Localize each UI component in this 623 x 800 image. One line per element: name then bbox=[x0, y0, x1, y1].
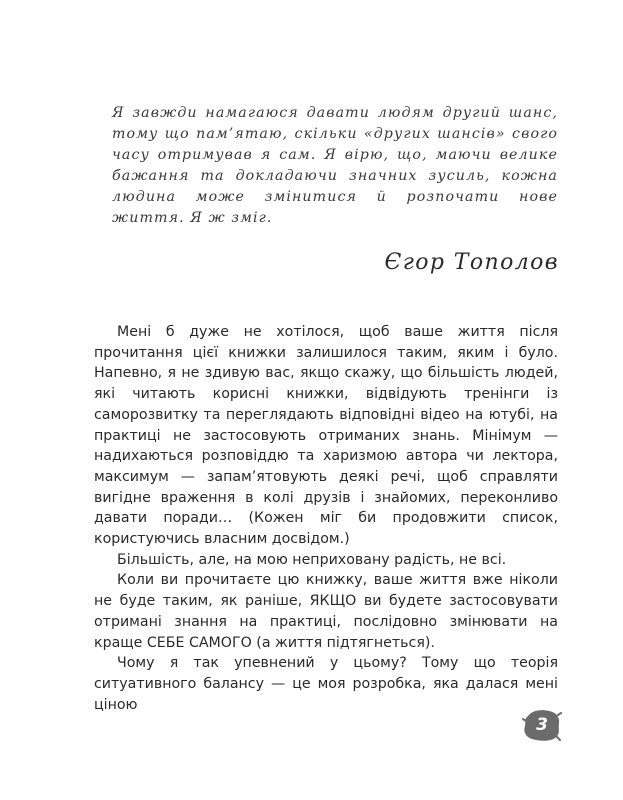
page-number: 3 bbox=[536, 715, 548, 735]
epigraph-author: Єгор Тополов bbox=[384, 250, 559, 275]
page-number-badge bbox=[522, 707, 562, 743]
paragraph-1: Мені б дуже не хотілося, щоб ваше життя після прочитання цієї книжки залишилося таким, яким і було. Напевно, я не здивую вас, якщо скажу, що більшість людей, які читають корисні книжки, відвідують тренінги із саморозвитку та переглядають відповідні відео на ютубі, на практиці не застосовують отриманих знань. Мінімум — надихаються розповіддю та харизмою автора чи лектора, максимум — запам’ятовують деякі речі, щоб справляти вигідне враження в колі друзів і знайомих, переконливо давати поради… (Кожен міг би продовжити список, користуючись власним досвідом.) bbox=[94, 324, 558, 548]
paragraph-2: Більшість, але, на мою неприховану радість, не всі. bbox=[117, 551, 507, 568]
paragraph-4: Чому я так упевнений у цьому? Тому що теорія ситуативного балансу — це моя розробка, яка далася мені ціною bbox=[94, 655, 558, 713]
epigraph-quote bbox=[112, 103, 558, 229]
paragraph-3: Коли ви прочитаєте цю книжку, ваше життя вже ніколи не буде таким, як раніше, ЯКЩО ви будете застосовувати отримані знання на практиці, послідовно змінювати на краще СЕБЕ САМОГО (а життя підтягнеться). bbox=[94, 572, 558, 651]
main-text bbox=[94, 322, 558, 715]
epigraph-text: Я завжди намагаюся давати людям другий шанс, тому що пам’ятаю, скільки «других шансів» свого часу отримував я сам. Я вірю, що, маючи велике бажання та докладаючи значних зусиль, кожна людина може змінитися й розпочати нове життя. Я ж зміг. bbox=[112, 105, 558, 226]
